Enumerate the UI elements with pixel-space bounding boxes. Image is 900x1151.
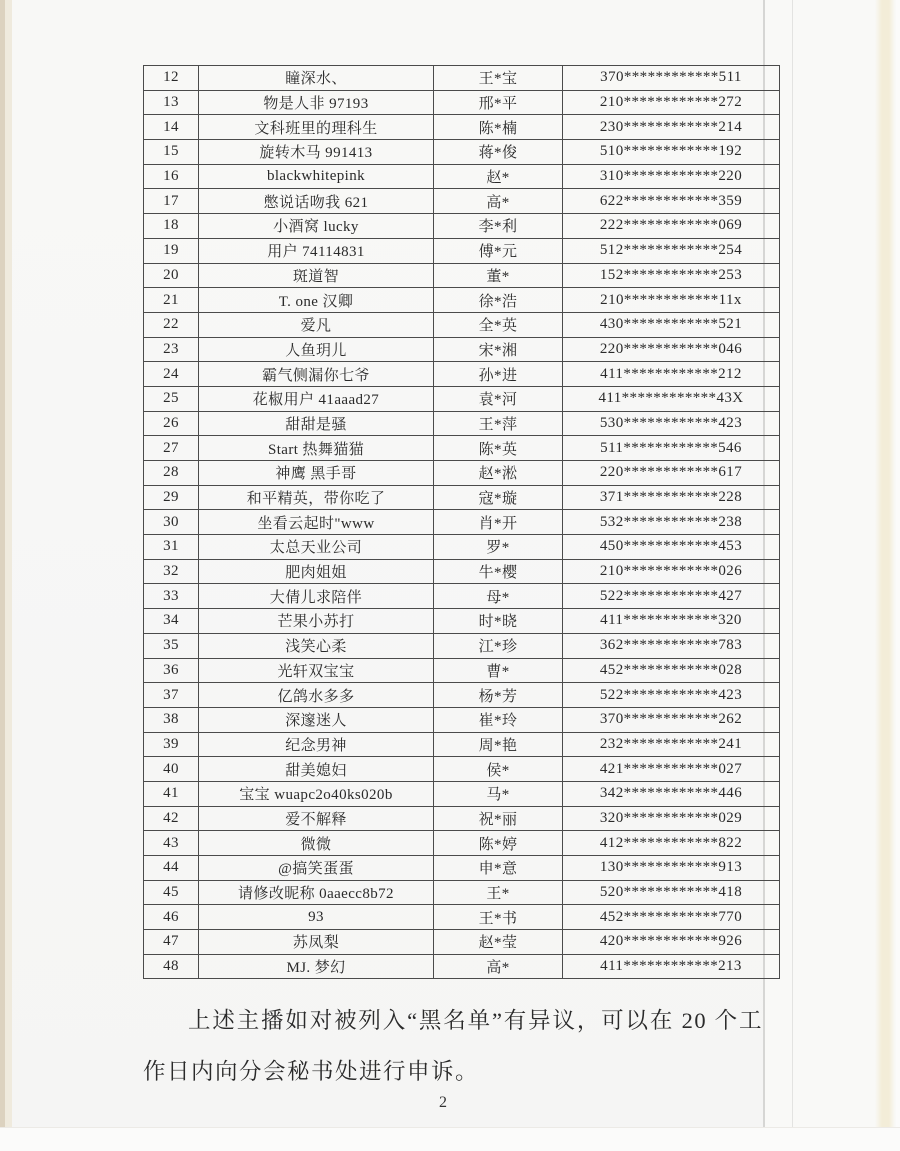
cell-row-number: 27: [144, 436, 199, 461]
cell-nickname: 花椒用户 41aaad27: [199, 386, 434, 411]
table-row: [144, 461, 780, 486]
cell-real-name: 蒋*俊: [434, 140, 563, 165]
cell-row-number: 32: [144, 559, 199, 584]
table-row: [144, 337, 780, 362]
cell-real-name: 高*: [434, 189, 563, 214]
cell-real-name: 崔*玲: [434, 707, 563, 732]
cell-real-name: 祝*丽: [434, 806, 563, 831]
cell-id-number: 511************546: [563, 436, 780, 461]
cell-nickname: 宝宝 wuapc2o40ks020b: [199, 781, 434, 806]
cell-real-name: 赵*淞: [434, 461, 563, 486]
cell-id-number: 370************262: [563, 707, 780, 732]
cell-row-number: 19: [144, 238, 199, 263]
table-row: [144, 658, 780, 683]
cell-row-number: 35: [144, 633, 199, 658]
cell-row-number: 26: [144, 411, 199, 436]
table-row: [144, 880, 780, 905]
scan-fold-line-faint: [792, 0, 793, 1150]
table-row: [144, 905, 780, 930]
cell-id-number: 370************511: [563, 66, 780, 91]
cell-real-name: 董*: [434, 263, 563, 288]
cell-row-number: 29: [144, 485, 199, 510]
page-number: 2: [439, 1094, 447, 1111]
cell-nickname: 请修改昵称 0aaecc8b72: [199, 880, 434, 905]
cell-row-number: 13: [144, 90, 199, 115]
cell-id-number: 222************069: [563, 214, 780, 239]
table-row: [144, 781, 780, 806]
cell-row-number: 14: [144, 115, 199, 140]
cell-row-number: 15: [144, 140, 199, 165]
table-row: [144, 140, 780, 165]
cell-real-name: 母*: [434, 584, 563, 609]
cell-real-name: 傅*元: [434, 238, 563, 263]
cell-nickname: 深邃迷人: [199, 707, 434, 732]
table-row: [144, 263, 780, 288]
cell-row-number: 12: [144, 66, 199, 91]
blacklist-table-body: [144, 66, 780, 979]
cell-row-number: 31: [144, 535, 199, 560]
scan-bottom-edge: [0, 1127, 900, 1151]
table-row: [144, 115, 780, 140]
table-row: [144, 288, 780, 313]
cell-nickname: 苏凤梨: [199, 930, 434, 955]
cell-id-number: 421************027: [563, 757, 780, 782]
cell-row-number: 43: [144, 831, 199, 856]
cell-real-name: 陈*英: [434, 436, 563, 461]
cell-nickname: 光轩双宝宝: [199, 658, 434, 683]
cell-row-number: 39: [144, 732, 199, 757]
cell-real-name: 侯*: [434, 757, 563, 782]
cell-nickname: 用户 74114831: [199, 238, 434, 263]
cell-id-number: 522************423: [563, 683, 780, 708]
table-row: [144, 164, 780, 189]
table-row: [144, 954, 780, 979]
cell-nickname: 亿鸽水多多: [199, 683, 434, 708]
table-row: [144, 584, 780, 609]
cell-id-number: 310************220: [563, 164, 780, 189]
cell-nickname: 物是人非 97193: [199, 90, 434, 115]
cell-id-number: 510************192: [563, 140, 780, 165]
table-row: [144, 485, 780, 510]
cell-id-number: 411************212: [563, 362, 780, 387]
cell-row-number: 46: [144, 905, 199, 930]
cell-real-name: 曹*: [434, 658, 563, 683]
cell-id-number: 522************427: [563, 584, 780, 609]
cell-row-number: 30: [144, 510, 199, 535]
cell-nickname: 人鱼玥儿: [199, 337, 434, 362]
cell-id-number: 371************228: [563, 485, 780, 510]
cell-nickname: 爱凡: [199, 312, 434, 337]
cell-row-number: 17: [144, 189, 199, 214]
cell-nickname: 爱不解释: [199, 806, 434, 831]
cell-row-number: 28: [144, 461, 199, 486]
table-row: [144, 559, 780, 584]
table-row: [144, 386, 780, 411]
cell-row-number: 22: [144, 312, 199, 337]
cell-id-number: 520************418: [563, 880, 780, 905]
table-row: [144, 362, 780, 387]
cell-nickname: Start 热舞猫猫: [199, 436, 434, 461]
table-row: [144, 238, 780, 263]
cell-row-number: 25: [144, 386, 199, 411]
table-row: [144, 214, 780, 239]
cell-row-number: 45: [144, 880, 199, 905]
table-row: [144, 90, 780, 115]
cell-row-number: 44: [144, 856, 199, 881]
cell-id-number: 232************241: [563, 732, 780, 757]
cell-id-number: 342************446: [563, 781, 780, 806]
cell-real-name: 邢*平: [434, 90, 563, 115]
cell-nickname: 太总天业公司: [199, 535, 434, 560]
cell-real-name: 孙*进: [434, 362, 563, 387]
table-row: [144, 806, 780, 831]
cell-real-name: 赵*: [434, 164, 563, 189]
cell-real-name: 王*书: [434, 905, 563, 930]
table-row: [144, 66, 780, 91]
cell-id-number: 411************320: [563, 609, 780, 634]
cell-nickname: 神鹰 黑手哥: [199, 461, 434, 486]
cell-nickname: 甜美媳妇: [199, 757, 434, 782]
cell-real-name: 马*: [434, 781, 563, 806]
cell-row-number: 42: [144, 806, 199, 831]
cell-nickname: 霸气侧漏你七爷: [199, 362, 434, 387]
cell-id-number: 220************046: [563, 337, 780, 362]
cell-nickname: 纪念男神: [199, 732, 434, 757]
cell-nickname: T. one 汉卿: [199, 288, 434, 313]
table-row: [144, 757, 780, 782]
cell-nickname: 芒果小苏打: [199, 609, 434, 634]
cell-id-number: 412************822: [563, 831, 780, 856]
cell-real-name: 申*意: [434, 856, 563, 881]
table-row: [144, 930, 780, 955]
cell-real-name: 牛*樱: [434, 559, 563, 584]
cell-row-number: 40: [144, 757, 199, 782]
cell-real-name: 徐*浩: [434, 288, 563, 313]
cell-id-number: 430************521: [563, 312, 780, 337]
cell-id-number: 210************026: [563, 559, 780, 584]
cell-id-number: 622************359: [563, 189, 780, 214]
cell-nickname: 旋转木马 991413: [199, 140, 434, 165]
cell-real-name: 寇*璇: [434, 485, 563, 510]
cell-real-name: 王*: [434, 880, 563, 905]
cell-id-number: 411************213: [563, 954, 780, 979]
table-row: [144, 633, 780, 658]
appeal-note: 上述主播如对被列入“黑名单”有异议，可以在 20 个工作日内向分会秘书处进行申诉。: [143, 1008, 763, 1084]
table-row: [144, 683, 780, 708]
cell-id-number: 530************423: [563, 411, 780, 436]
cell-nickname: 肥肉姐姐: [199, 559, 434, 584]
cell-nickname: 憋说话吻我 621: [199, 189, 434, 214]
cell-id-number: 450************453: [563, 535, 780, 560]
cell-real-name: 高*: [434, 954, 563, 979]
cell-row-number: 16: [144, 164, 199, 189]
cell-id-number: 210************272: [563, 90, 780, 115]
cell-real-name: 王*宝: [434, 66, 563, 91]
cell-row-number: 41: [144, 781, 199, 806]
cell-row-number: 24: [144, 362, 199, 387]
cell-nickname: 微微: [199, 831, 434, 856]
scan-right-edge: [896, 0, 900, 1150]
cell-real-name: 肖*开: [434, 510, 563, 535]
cell-nickname: 浅笑心柔: [199, 633, 434, 658]
cell-row-number: 36: [144, 658, 199, 683]
cell-id-number: 230************214: [563, 115, 780, 140]
cell-id-number: 512************254: [563, 238, 780, 263]
cell-nickname: 文科班里的理科生: [199, 115, 434, 140]
cell-id-number: 411************43X: [563, 386, 780, 411]
table-row: [144, 312, 780, 337]
cell-real-name: 宋*湘: [434, 337, 563, 362]
cell-nickname: 和平精英，带你吃了: [199, 485, 434, 510]
cell-nickname: 坐看云起时"www: [199, 510, 434, 535]
cell-real-name: 周*艳: [434, 732, 563, 757]
cell-real-name: 陈*楠: [434, 115, 563, 140]
cell-row-number: 47: [144, 930, 199, 955]
cell-row-number: 21: [144, 288, 199, 313]
table-row: [144, 411, 780, 436]
cell-row-number: 20: [144, 263, 199, 288]
cell-row-number: 48: [144, 954, 199, 979]
table-row: [144, 510, 780, 535]
cell-real-name: 李*利: [434, 214, 563, 239]
cell-nickname: 93: [199, 905, 434, 930]
cell-real-name: 罗*: [434, 535, 563, 560]
table-row: [144, 189, 780, 214]
cell-row-number: 38: [144, 707, 199, 732]
cell-row-number: 37: [144, 683, 199, 708]
cell-id-number: 420************926: [563, 930, 780, 955]
cell-id-number: 130************913: [563, 856, 780, 881]
cell-nickname: MJ. 梦幻: [199, 954, 434, 979]
cell-id-number: 362************783: [563, 633, 780, 658]
cell-real-name: 杨*芳: [434, 683, 563, 708]
scan-left-edge-highlight: [5, 0, 12, 1150]
cell-id-number: 152************253: [563, 263, 780, 288]
cell-real-name: 赵*莹: [434, 930, 563, 955]
cell-nickname: 斑道智: [199, 263, 434, 288]
cell-nickname: 大倩儿求陪伴: [199, 584, 434, 609]
table-row: [144, 831, 780, 856]
cell-nickname: 瞳深水、: [199, 66, 434, 91]
cell-id-number: 532************238: [563, 510, 780, 535]
cell-id-number: 320************029: [563, 806, 780, 831]
table-row: [144, 732, 780, 757]
cell-id-number: 452************028: [563, 658, 780, 683]
cell-nickname: blackwhitepink: [199, 164, 434, 189]
cell-row-number: 33: [144, 584, 199, 609]
cell-id-number: 452************770: [563, 905, 780, 930]
cell-real-name: 江*珍: [434, 633, 563, 658]
cell-nickname: 甜甜是骚: [199, 411, 434, 436]
cell-real-name: 袁*河: [434, 386, 563, 411]
cell-row-number: 23: [144, 337, 199, 362]
cell-real-name: 全*英: [434, 312, 563, 337]
cell-row-number: 34: [144, 609, 199, 634]
table-row: [144, 609, 780, 634]
table-row: [144, 856, 780, 881]
table-row: [144, 707, 780, 732]
table-row: [144, 436, 780, 461]
cell-id-number: 220************617: [563, 461, 780, 486]
table-row: [144, 535, 780, 560]
cell-real-name: 时*晓: [434, 609, 563, 634]
cell-row-number: 18: [144, 214, 199, 239]
blacklist-table: [143, 65, 780, 979]
cell-nickname: @搞笑蛋蛋: [199, 856, 434, 881]
scan-right-cream-strip: [875, 0, 895, 1150]
cell-id-number: 210************11x: [563, 288, 780, 313]
cell-real-name: 王*萍: [434, 411, 563, 436]
cell-real-name: 陈*婷: [434, 831, 563, 856]
cell-nickname: 小酒窝 lucky: [199, 214, 434, 239]
